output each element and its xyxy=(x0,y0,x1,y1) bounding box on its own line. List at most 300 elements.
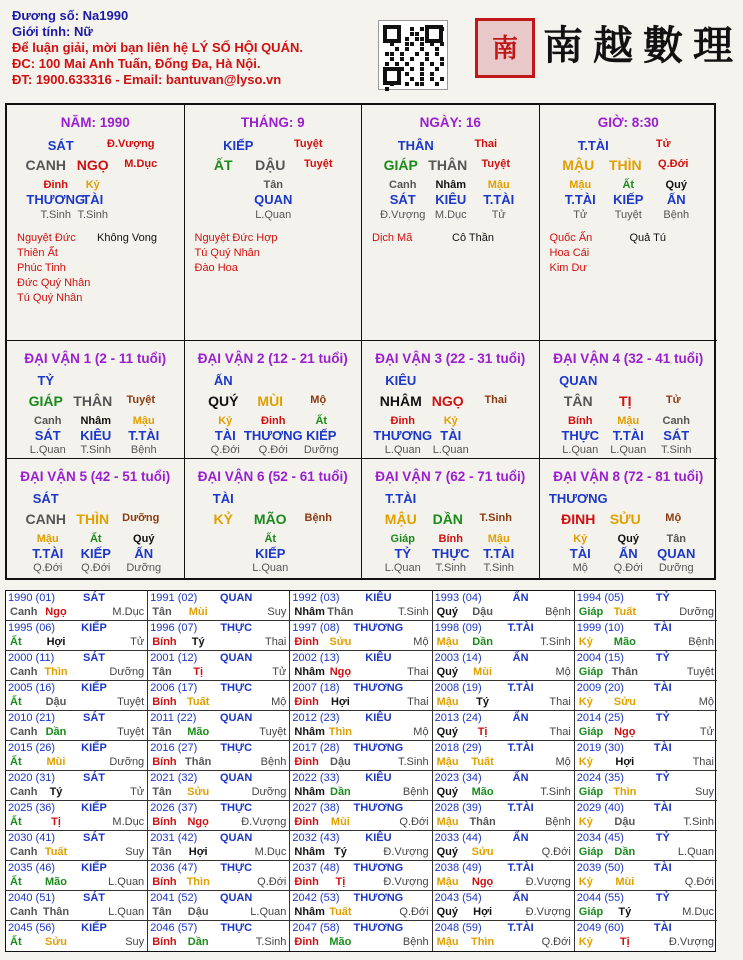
qr-module xyxy=(430,62,434,66)
star-list xyxy=(17,231,90,306)
year-stage: Bệnh xyxy=(402,936,429,948)
pillar-top-god: THÂN xyxy=(397,138,434,153)
year-label: 2024 (35) xyxy=(576,772,624,784)
year-cell xyxy=(575,801,717,831)
year-stage: T.Sinh xyxy=(683,816,714,828)
year-stem: Đinh xyxy=(294,876,319,888)
year-cell xyxy=(148,861,290,891)
phone-email-line: ĐT: 1900.633316 - Email: bantuvan@lyso.vn xyxy=(12,72,282,87)
year-stem: Đinh xyxy=(294,816,319,828)
year-stage: Q.Đới xyxy=(399,906,429,918)
qr-module xyxy=(420,82,424,86)
year-label: 2033 (44) xyxy=(434,832,482,844)
qr-code[interactable] xyxy=(378,20,448,90)
year-label: 2006 (17) xyxy=(150,682,198,694)
year-branch: Thìn xyxy=(613,786,637,798)
year-label: 1994 (05) xyxy=(576,592,624,604)
dai-van-branch: MÃO xyxy=(253,511,287,527)
pillar-top-stage: Tuyệt xyxy=(293,138,323,150)
year-branch: Thân xyxy=(327,606,354,618)
year-stage: Tuyệt xyxy=(117,726,145,738)
year-stage: Đ.Vượng xyxy=(525,906,571,918)
year-stage: Đ.Vượng xyxy=(668,936,714,948)
dai-van-cell xyxy=(540,459,718,578)
year-cell xyxy=(575,861,717,891)
dai-van-stage: Mộ xyxy=(310,394,327,406)
qr-module xyxy=(440,62,444,66)
year-cell xyxy=(433,591,575,621)
dai-van-title: ĐẠI VẬN 4 (32 - 41 tuổi) xyxy=(553,351,704,366)
year-ten-god: ẤN xyxy=(512,772,529,784)
qr-module xyxy=(405,47,409,51)
gioi-value: Nữ xyxy=(73,24,93,39)
star-list-right xyxy=(452,231,494,246)
year-ten-god: THƯƠNG xyxy=(353,802,404,814)
dai-van-stem: GIÁP xyxy=(28,393,63,409)
dv-hidden-stage: Dưỡng xyxy=(658,562,694,574)
contact-line: Để luận giải, mời bạn liên hệ LÝ SỐ HỘI QUÁN. xyxy=(12,40,303,55)
year-cell xyxy=(433,621,575,651)
chart-box xyxy=(5,103,716,580)
year-stem: Canh xyxy=(10,786,38,798)
hidden-stem: Kỷ xyxy=(85,179,100,191)
star-list xyxy=(195,231,278,276)
year-stage: M.Dục xyxy=(254,846,287,858)
year-stage: Suy xyxy=(125,936,145,948)
so-label: Đương số: xyxy=(12,8,80,23)
dai-van-cell xyxy=(185,459,363,578)
year-label: 2021 (32) xyxy=(150,772,198,784)
year-label: 2019 (30) xyxy=(576,742,624,754)
year-stem: Quý xyxy=(436,726,458,738)
year-branch: Hợi xyxy=(188,846,208,858)
pillar-branch: THÌN xyxy=(608,157,642,173)
year-ten-god: THƯƠNG xyxy=(353,742,404,754)
year-stem: Kỷ xyxy=(578,816,593,828)
year-stem: Giáp xyxy=(578,666,604,678)
year-cell xyxy=(575,741,717,771)
year-label: 2047 (58) xyxy=(292,922,340,934)
year-branch: Hợi xyxy=(615,756,635,768)
qr-module xyxy=(440,57,444,61)
hidden-stem: Nhâm xyxy=(435,179,467,191)
year-stage: M.Dục xyxy=(112,606,145,618)
year-cell xyxy=(148,591,290,621)
year-label: 1995 (06) xyxy=(8,622,56,634)
star-item: Cô Thần xyxy=(452,232,494,244)
hidden-stem: Mậu xyxy=(569,179,592,191)
hidden-god: T.TÀI xyxy=(564,192,596,207)
year-branch: Thân xyxy=(42,906,70,918)
year-stem: Ất xyxy=(10,636,22,648)
year-ten-god: SÁT xyxy=(83,832,105,844)
dv-hidden-god: THƯƠNG xyxy=(373,428,433,443)
dv-hidden-god: KIẾP xyxy=(255,546,286,561)
year-stem: Nhâm xyxy=(294,906,325,918)
dv-hidden-stem: Kỷ xyxy=(573,533,588,545)
dai-van-cell xyxy=(362,341,540,459)
pillar-stem: CANH xyxy=(25,157,66,173)
star-list xyxy=(550,231,593,276)
year-stem: Mậu xyxy=(436,756,459,768)
year-ten-god: KIÊU xyxy=(365,772,392,784)
hidden-god: KIẾP xyxy=(613,192,644,207)
year-stem: Kỷ xyxy=(578,756,593,768)
year-stage: M.Dục xyxy=(112,816,145,828)
year-stage: Mộ xyxy=(413,636,429,648)
year-ten-god: ẤN xyxy=(512,652,529,664)
qr-module xyxy=(440,77,444,81)
dv-hidden-stage: L.Quan xyxy=(432,444,469,456)
year-ten-god: THƯƠNG xyxy=(353,682,404,694)
year-stem: Giáp xyxy=(578,726,604,738)
year-stem: Quý xyxy=(436,846,458,858)
year-branch: Thân xyxy=(611,666,638,678)
year-ten-god: THƯƠNG xyxy=(353,622,404,634)
year-cell xyxy=(6,651,148,681)
year-stage: Tử xyxy=(272,666,287,678)
year-stem: Ất xyxy=(10,876,22,888)
pillar-top-god: SÁT xyxy=(47,138,74,153)
year-branch: Sửu xyxy=(329,636,352,648)
year-label: 2031 (42) xyxy=(150,832,198,844)
year-cell xyxy=(575,651,717,681)
year-stem: Quý xyxy=(436,606,458,618)
year-branch: Sửu xyxy=(44,936,68,948)
dv-hidden-god: TÀI xyxy=(214,428,236,443)
pillar-cell xyxy=(7,105,185,341)
hidden-stem: Canh xyxy=(389,179,417,191)
qr-module xyxy=(420,62,424,66)
qr-module xyxy=(420,67,424,71)
dai-van-stem: ĐINH xyxy=(561,511,596,527)
year-label: 2016 (27) xyxy=(150,742,198,754)
year-stem: Kỷ xyxy=(578,936,593,948)
year-branch: Tuất xyxy=(329,906,352,918)
year-stem: Bính xyxy=(152,696,177,708)
year-ten-god: KIẾP xyxy=(81,682,107,694)
year-stage: Thai xyxy=(549,726,571,738)
hidden-god: SÁT xyxy=(389,192,416,207)
year-ten-god: TỶ xyxy=(655,892,670,904)
year-ten-god: QUAN xyxy=(219,892,253,904)
year-label: 2004 (15) xyxy=(576,652,624,664)
hidden-god: ẤN xyxy=(666,192,686,207)
dai-van-top-god: TỶ xyxy=(37,373,55,388)
dv-hidden-god: T.TÀI xyxy=(128,428,160,443)
year-stage: Tuyệt xyxy=(117,696,145,708)
hidden-stage: L.Quan xyxy=(255,209,292,221)
year-stage: Bệnh xyxy=(545,816,571,828)
year-stem: Tân xyxy=(152,786,172,798)
year-label: 2030 (41) xyxy=(8,832,56,844)
dv-hidden-stem: Quý xyxy=(617,533,639,545)
logo-seal: 南 xyxy=(475,18,535,78)
year-stem: Nhâm xyxy=(294,786,325,798)
dv-hidden-stem: Mậu xyxy=(36,533,59,545)
year-stem: Đinh xyxy=(294,936,319,948)
year-label: 2026 (37) xyxy=(150,802,198,814)
year-branch: Sửu xyxy=(187,786,210,798)
year-branch: Ngọ xyxy=(329,666,352,678)
pillar-top-god: KIẾP xyxy=(223,138,254,153)
pillar-branch: THÂN xyxy=(428,157,468,173)
qr-module xyxy=(435,67,439,71)
pillar-branch-stage: M.Dục xyxy=(124,158,158,170)
year-label: 2034 (45) xyxy=(576,832,624,844)
year-label: 1997 (08) xyxy=(292,622,340,634)
year-branch: Mão xyxy=(329,936,352,948)
year-stem: Tân xyxy=(152,846,172,858)
year-ten-god: KIÊU xyxy=(365,832,392,844)
year-branch: Mùi xyxy=(46,756,66,768)
star-list-right xyxy=(97,231,157,246)
hidden-stage: M.Dục xyxy=(434,209,467,221)
year-stem: Quý xyxy=(436,906,458,918)
year-label: 2040 (51) xyxy=(8,892,56,904)
qr-module xyxy=(420,72,424,76)
year-stage: Dưỡng xyxy=(679,606,714,618)
dv-hidden-stage: Dưỡng xyxy=(303,444,339,456)
year-label: 2011 (22) xyxy=(150,712,197,724)
year-label: 1998 (09) xyxy=(434,622,482,634)
year-cell xyxy=(575,711,717,741)
qr-module xyxy=(420,42,424,46)
year-branch: Dần xyxy=(614,846,636,858)
year-cell xyxy=(433,711,575,741)
year-cell xyxy=(433,801,575,831)
year-stage: Tử xyxy=(699,726,714,738)
qr-module xyxy=(385,62,389,66)
year-label: 2039 (50) xyxy=(576,862,624,874)
pillar-cell xyxy=(362,105,540,341)
year-branch: Thìn xyxy=(186,876,210,888)
dv-hidden-stage: Bệnh xyxy=(130,444,157,456)
star-item: Nguyệt Đức Hợp xyxy=(194,232,278,244)
dv-hidden-god: THỰC xyxy=(561,428,600,443)
hidden-stem: Tân xyxy=(263,179,284,191)
star-item: Dịch Mã xyxy=(372,232,413,244)
year-branch: Tý xyxy=(618,906,632,918)
dai-van-top-god: TÀI xyxy=(212,491,234,506)
dv-hidden-stage: Dưỡng xyxy=(126,562,162,574)
year-label: 2035 (46) xyxy=(8,862,56,874)
dv-hidden-stem: Bính xyxy=(568,415,593,427)
year-stage: Mộ xyxy=(555,666,571,678)
hidden-god: THƯƠNG xyxy=(26,192,86,207)
year-stem: Bính xyxy=(152,816,177,828)
year-cell xyxy=(6,891,148,921)
dv-hidden-stage: T.Sinh xyxy=(660,444,692,456)
year-branch: Thân xyxy=(469,816,496,828)
year-ten-god: T.TÀI xyxy=(507,922,534,934)
year-cell xyxy=(290,711,432,741)
dv-hidden-stage: Q.Đới xyxy=(258,444,288,456)
year-stage: Q.Đới xyxy=(684,876,714,888)
year-ten-god: SÁT xyxy=(83,772,105,784)
dai-van-title: ĐẠI VẬN 2 (12 - 21 tuổi) xyxy=(197,351,348,366)
qr-module xyxy=(390,57,394,61)
year-cell xyxy=(6,801,148,831)
year-branch: Tý xyxy=(476,696,490,708)
year-cell xyxy=(575,831,717,861)
qr-module xyxy=(420,77,424,81)
dv-hidden-stem: Đinh xyxy=(261,415,286,427)
qr-module xyxy=(405,72,409,76)
year-label: 2003 (14) xyxy=(434,652,482,664)
year-branch: Tý xyxy=(333,846,347,858)
dv-hidden-stage: Q.Đới xyxy=(33,562,63,574)
year-stage: Q.Đới xyxy=(541,846,571,858)
hidden-god: TÀI xyxy=(82,192,104,207)
dai-van-top-god: T.TÀI xyxy=(385,491,417,506)
pillar-title: NGÀY: 16 xyxy=(419,115,481,130)
year-stem: Đinh xyxy=(294,756,319,768)
pillar-branch-stage: Tuyệt xyxy=(481,158,511,170)
year-label: 2008 (19) xyxy=(434,682,482,694)
year-ten-god: KIẾP xyxy=(81,622,107,634)
year-branch: Tuất xyxy=(44,846,68,858)
dv-hidden-god: TÀI xyxy=(440,428,462,443)
year-stage: L.Quan xyxy=(677,846,714,858)
star-item: Đức Quý Nhân xyxy=(17,277,91,289)
year-stage: L.Quan xyxy=(108,906,145,918)
year-ten-god: ẤN xyxy=(512,892,529,904)
year-ten-god: THỰC xyxy=(220,862,253,874)
dai-van-stem: QUÝ xyxy=(208,393,239,409)
year-stem: Ất xyxy=(10,936,22,948)
dv-hidden-stem: Đinh xyxy=(390,415,415,427)
dv-hidden-stage: L.Quan xyxy=(29,444,66,456)
dai-van-branch: NGỌ xyxy=(431,393,464,409)
year-ten-god: THƯƠNG xyxy=(353,922,404,934)
year-ten-god: TÀI xyxy=(653,742,672,754)
dv-hidden-stem: Ất xyxy=(264,533,277,545)
year-branch: Thìn xyxy=(328,726,352,738)
year-ten-god: QUAN xyxy=(219,832,253,844)
dai-van-title: ĐẠI VẬN 8 (72 - 81 tuổi) xyxy=(553,469,704,484)
year-label: 2028 (39) xyxy=(434,802,482,814)
year-cell xyxy=(6,831,148,861)
year-ten-god: THỰC xyxy=(220,742,253,754)
year-stem: Tân xyxy=(152,666,172,678)
year-label: 1993 (04) xyxy=(434,592,482,604)
year-stem: Tân xyxy=(152,606,172,618)
year-ten-god: TÀI xyxy=(653,802,672,814)
year-cell xyxy=(290,801,432,831)
hidden-god: KIÊU xyxy=(435,192,467,207)
year-label: 2009 (20) xyxy=(576,682,624,694)
qr-finder xyxy=(383,67,401,85)
dai-van-stem: TÂN xyxy=(563,393,593,409)
year-stem: Canh xyxy=(10,906,38,918)
year-stem: Mậu xyxy=(436,936,459,948)
dv-hidden-stem: Ất xyxy=(315,415,328,427)
year-label: 2017 (28) xyxy=(292,742,340,754)
year-stage: Đ.Vượng xyxy=(241,816,287,828)
year-branch: Tị xyxy=(477,726,488,738)
year-cell xyxy=(575,891,717,921)
dv-hidden-god: KIẾP xyxy=(306,428,337,443)
year-label: 2014 (25) xyxy=(576,712,624,724)
year-stage: Suy xyxy=(267,606,287,618)
year-ten-god: KIẾP xyxy=(81,922,107,934)
year-ten-god: TỶ xyxy=(655,832,670,844)
year-cell xyxy=(290,621,432,651)
year-ten-god: QUAN xyxy=(219,592,253,604)
year-branch: Sửu xyxy=(471,846,494,858)
qr-module xyxy=(410,77,414,81)
year-stem: Đinh xyxy=(294,696,319,708)
year-stage: Tuyệt xyxy=(686,666,714,678)
year-branch: Dậu xyxy=(330,756,351,768)
year-ten-god: TÀI xyxy=(653,922,672,934)
year-stage: Dưỡng xyxy=(251,786,287,798)
dv-hidden-stage: Mộ xyxy=(572,562,588,574)
year-branch: Dậu xyxy=(187,906,209,918)
year-ten-god: T.TÀI xyxy=(507,742,534,754)
year-branch: Mão xyxy=(471,786,494,798)
year-branch: Thân xyxy=(185,756,212,768)
dai-van-stem: KỶ xyxy=(213,511,233,527)
year-cell xyxy=(290,891,432,921)
year-stage: Bệnh xyxy=(688,636,714,648)
year-cell xyxy=(148,771,290,801)
dv-hidden-stage: L.Quan xyxy=(384,444,421,456)
year-branch: Dần xyxy=(187,936,209,948)
year-branch: Thìn xyxy=(470,936,495,948)
pillar-branch: DẬU xyxy=(255,157,286,173)
dai-van-cell xyxy=(7,341,185,459)
qr-module xyxy=(425,57,429,61)
year-cell xyxy=(148,711,290,741)
year-cell xyxy=(148,921,290,951)
year-ten-god: ẤN xyxy=(512,832,529,844)
year-label: 2029 (40) xyxy=(576,802,624,814)
year-stem: Ất xyxy=(10,696,22,708)
year-branch: Tý xyxy=(49,786,63,798)
star-item: Thiên Ất xyxy=(17,247,58,259)
gioi-label: Giới tính: xyxy=(12,24,71,39)
year-branch: Ngọ xyxy=(45,606,67,618)
year-branch: Thìn xyxy=(44,666,68,678)
year-stem: Canh xyxy=(10,606,38,618)
pillar-stem: GIÁP xyxy=(383,157,418,173)
dv-hidden-god: TỶ xyxy=(394,546,412,561)
year-branch: Mão xyxy=(45,876,67,888)
year-stage: Bệnh xyxy=(260,756,287,768)
year-ten-god: SÁT xyxy=(83,712,105,724)
year-cell xyxy=(575,771,717,801)
year-stem: Kỷ xyxy=(578,696,593,708)
year-label: 2012 (23) xyxy=(292,712,340,724)
qr-module xyxy=(395,62,399,66)
year-label: 2048 (59) xyxy=(434,922,482,934)
year-stem: Quý xyxy=(436,666,458,678)
dv-hidden-stem: Ất xyxy=(89,533,102,545)
year-label: 2023 (34) xyxy=(434,772,482,784)
year-branch: Ngọ xyxy=(471,876,494,888)
year-label: 2038 (49) xyxy=(434,862,482,874)
year-ten-god: THƯƠNG xyxy=(353,892,404,904)
year-cell xyxy=(433,861,575,891)
dv-hidden-god: THƯƠNG xyxy=(243,428,303,443)
hidden-stage: Tử xyxy=(573,209,588,221)
star-item: Nguyệt Đức xyxy=(17,232,76,244)
qr-module xyxy=(415,32,419,36)
dv-hidden-stem: Mậu xyxy=(487,533,510,545)
hidden-stage: Tử xyxy=(491,209,506,221)
